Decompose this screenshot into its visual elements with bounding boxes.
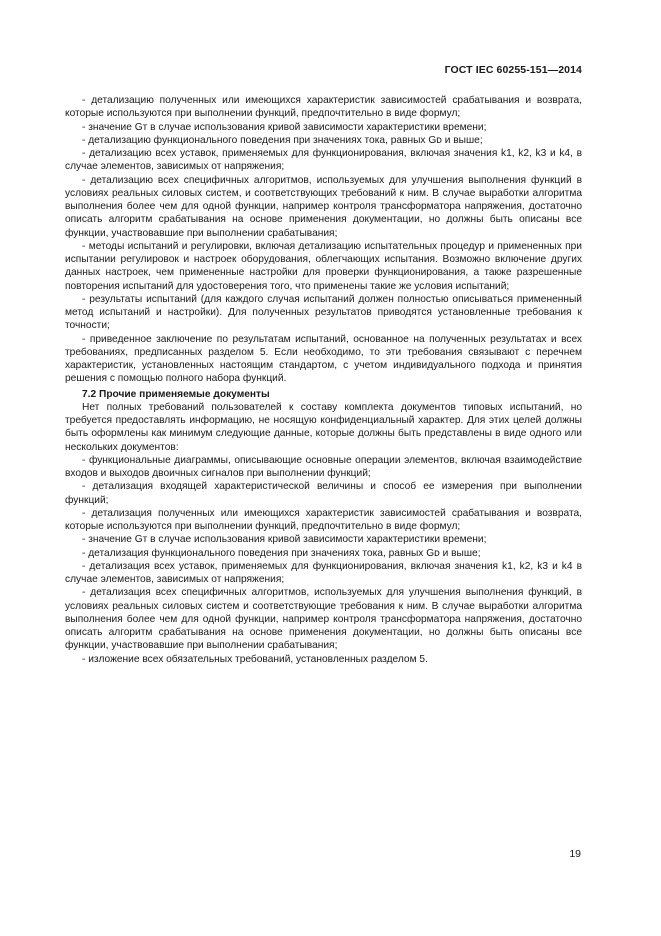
list-item: - изложение всех обязательных требований, установленных разделом 5. [82, 653, 428, 665]
list-item: - детализация всех специфичных алгоритмов, используемых для улучшения выполнения функций, в условиях реальных силовых систем и соответствующие требования к ним. В случае выработки алгоритма выполнения более чем для одной функции, например контроля трансформатора напряжения, достаточно описать алгоритм срабатывания на основе применения документации, но должны быть описаны все функции, участвовавшие при выполнении срабатывания; [65, 587, 582, 652]
list-item: - детализация функционального поведения при значениях тока, равных Gᴅ и выше; [82, 547, 481, 559]
list-item: - функциональные диаграммы, описывающие основные операции элементов, включая взаимодействие входов и выходов двоичных сигналов при выполнении функций; [65, 454, 582, 479]
list-item: - детализация всех уставок, применяемых для функционирования, включая значения k1, k2, k3 и k4 в случае элементов, зависимых от напряжения; [65, 560, 582, 585]
paragraph: Нет полных требований пользователей к составу комплекта документов типовых испытаний, но требуется предоставлять информацию, не носящую конфиденциальный характер. Для этих целей должны быть оформлены как минимум следующие данные, которые должны быть представлены в виде одного или нескольких документов: [65, 401, 582, 453]
list-item: - методы испытаний и регулировки, включая детализацию испытательных процедур и примененных при испытании регулировок и настроек оборудования, облегчающих испытания. Возможно включение других данных настроек, чем примененные настройки для проверки функционирования, а также разрешенные повторения испытаний для удостоверения того, что применены такие же условия испытаний; [65, 240, 582, 292]
list-item: - детализация полученных или имеющихся характеристик зависимостей срабатывания и возврата, которые используются при выполнении функций, предпочтительно в виде формул; [65, 507, 582, 532]
list-item: - детализацию полученных или имеющихся характеристик зависимостей срабатывания и возврата, которые используются при выполнении функций, предпочтительно в виде формул; [65, 95, 582, 120]
list-item: - результаты испытаний (для каждого случая испытаний должен полностью описываться примененный метод испытаний и настройки). Для полученных результатов приводятся установленные требования к точности; [65, 293, 582, 332]
section-heading: 7.2 Прочие применяемые документы [82, 388, 270, 400]
list-item: - детализацию функционального поведения при значениях тока, равных Gᴅ и выше; [82, 134, 483, 146]
list-item: - значение Gᴛ в случае использования кривой зависимости характеристики времени; [82, 121, 487, 133]
list-item: - детализация входящей характеристической величины и способ ее измерения при выполнении функций; [65, 481, 582, 506]
list-item: - детализацию всех уставок, применяемых для функционирования, включая значения k1, k2, k3 и k4, в случае элементов, зависимых от напряжения; [65, 148, 582, 173]
list-item: - приведенное заключение по результатам испытаний, основанное на полученных результатах и всех требованиях, предписанных разделом 5. Если необходимо, то эти требования связывают с перечнем характеристик, установленных настоящим стандартом, с учетом индивидуального подхода и принятия решения с помощью полного набора функций. [65, 333, 582, 385]
list-item: - значение Gᴛ в случае использования кривой зависимости характеристики времени; [82, 534, 487, 546]
document-code-header: ГОСТ IEC 60255-151—2014 [444, 64, 582, 76]
document-body [65, 94, 582, 666]
list-item: - детализацию всех специфичных алгоритмов, используемых для улучшения выполнения функций в условиях реальных силовых систем, и соответствующих требований к ним. В случае выработки алгоритма выполнения более чем для одной функции, например контроля трансформатора напряжения, достаточно описать алгоритм срабатывания на основе применения документации, но должны быть описаны все функции, участвовавшие при выполнении срабатывания; [65, 174, 582, 239]
page-number: 19 [569, 848, 581, 860]
